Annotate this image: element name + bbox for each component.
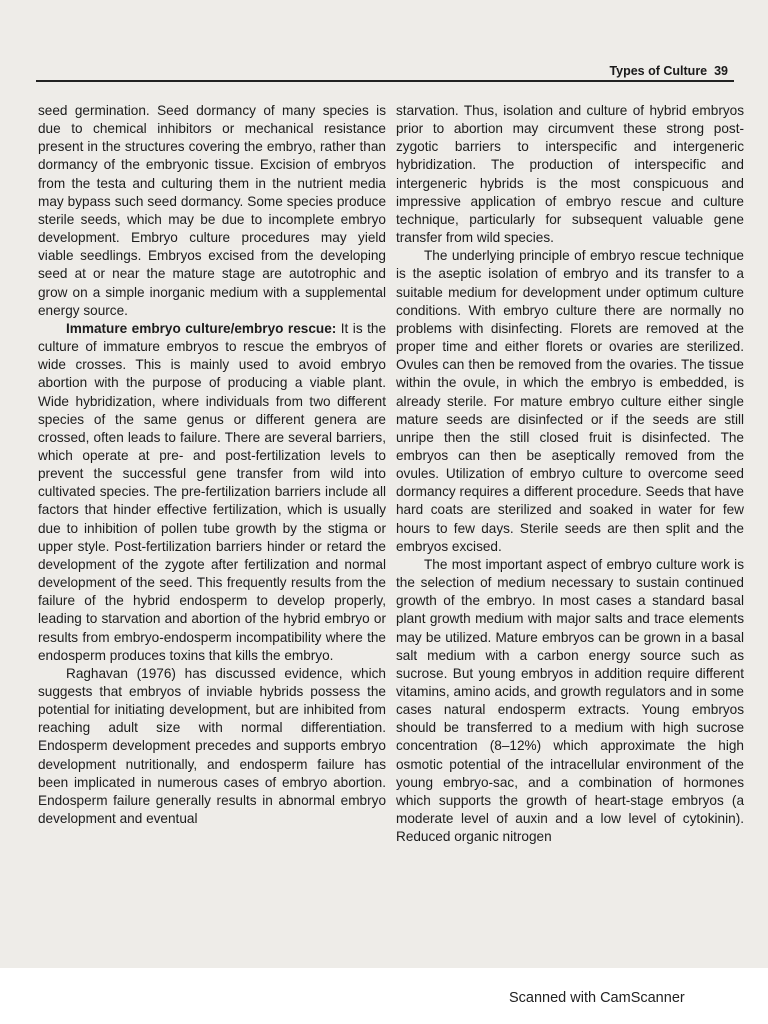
header-rule	[36, 80, 734, 82]
section-title: Types of Culture	[609, 64, 708, 78]
subheading-embryo-rescue: Immature embryo culture/embryo rescue:	[66, 320, 337, 336]
paragraph-medium-selection: The most important aspect of embryo culture work is the selection of medium necessary to sustain continued growth of the embryo. In most cases a standard basal plant growth medium with major salts and trace elements may be utilized. Mature embryos can be grown in a basal salt medium with a carbon energy source such as sucrose. But young embryos in addition require different vitamins, amino acids, and growth regulators and in some cases natural endosperm extracts. Young embryos should be transferred to a medium with high sucrose concentration (8–12%) which approximate the high osmotic potential of the intracellular environment of the young embryo-sac, and a combination of hormones which supports the growth of heart-stage embryos (a moderate level of auxin and a low level of cytokinin). Reduced organic nitrogen	[396, 556, 744, 845]
paragraph-body: It is the culture of immature embryos to rescue the embryos of wide crosses. This is mainly used to avoid embryo abortion with the purpose of producing a viable plant. Wide hybridization, where individuals from two different species of the same genus or different genera are crossed, often leads to failure. There are several barriers, which operate at pre- and post-fertilization levels to prevent the successful gene transfer from wild into cultivated species. The pre-fertilization barriers include all factors that hinder effective fertilization, which is usually due to inhibition of pollen tube growth by the stigma or upper style. Post-fertilization barriers hinder or retard the development of the zygote after fertilization and normal development of the seed. This frequently results from the failure of the hybrid endosperm to develop properly, leading to starvation and abortion of the hybrid embryo or results from embryo-endosperm incompatibility where the endosperm produces toxins that kills the embryo.	[38, 320, 386, 663]
paragraph-underlying-principle: The underlying principle of embryo rescue technique is the aseptic isolation of embryo and its transfer to a suitable medium for development under optimum culture conditions. With embryo culture there are normally no problems with disinfecting. Florets are removed at the proper time and either florets or ovaries are sterilized. Ovules can then be removed from the ovaries. The tissue within the ovule, in which the embryo is embedded, is already sterile. For mature embryo culture either single mature seeds are disinfected or if the seeds are still unripe then the still closed fruit is disinfected. The embryos can then be aseptically removed from the ovules. Utilization of embryo culture to overcome seed dormancy requires a different procedure. Seeds that have hard coats are sterilized and soaked in water for few hours to few days. Sterile seeds are then split and the embryos excised.	[396, 248, 744, 554]
right-column	[396, 102, 744, 846]
scanner-watermark: Scanned with CamScanner	[509, 990, 685, 1006]
left-column	[38, 102, 386, 828]
page-number: 39	[714, 64, 728, 78]
paragraph-raghavan: Raghavan (1976) has discussed evidence, which suggests that embryos of inviable hybrids possess the potential for initiating development, but are inhibited from reaching adult size with normal differentiation. Endosperm development precedes and supports embryo development nutritionally, and endosperm failure has been implicated in numerous cases of embryo abortion. Endosperm failure generally results in abnormal embryo development and eventual	[38, 665, 386, 827]
paragraph-immature-embryo	[38, 320, 386, 665]
paragraph-seed-dormancy: seed germination. Seed dormancy of many species is due to chemical inhibitors or mechanical resistance present in the structures covering the embryo, rather than dormancy of the embryonic tissue. Excision of embryos from the testa and culturing them in the nutrient media may bypass such seed dormancy. Some species produce sterile seeds, which may be due to incomplete embryo development. Embryo culture procedures may yield viable seedlings. Embryos excised from the developing seed at or near the mature stage are autotrophic and grow on a simple inorganic medium with a supplemental energy source.	[38, 103, 386, 318]
paragraph-hybrid-starvation: starvation. Thus, isolation and culture of hybrid embryos prior to abortion may circumvent these strong post-zygotic barriers to interspecific and intergeneric hybridization. The production of interspecific and intergeneric hybrids is the most conspicuous and impressive application of embryo rescue and culture technique, particularly for subsequent valuable gene transfer from wild species.	[396, 103, 744, 246]
